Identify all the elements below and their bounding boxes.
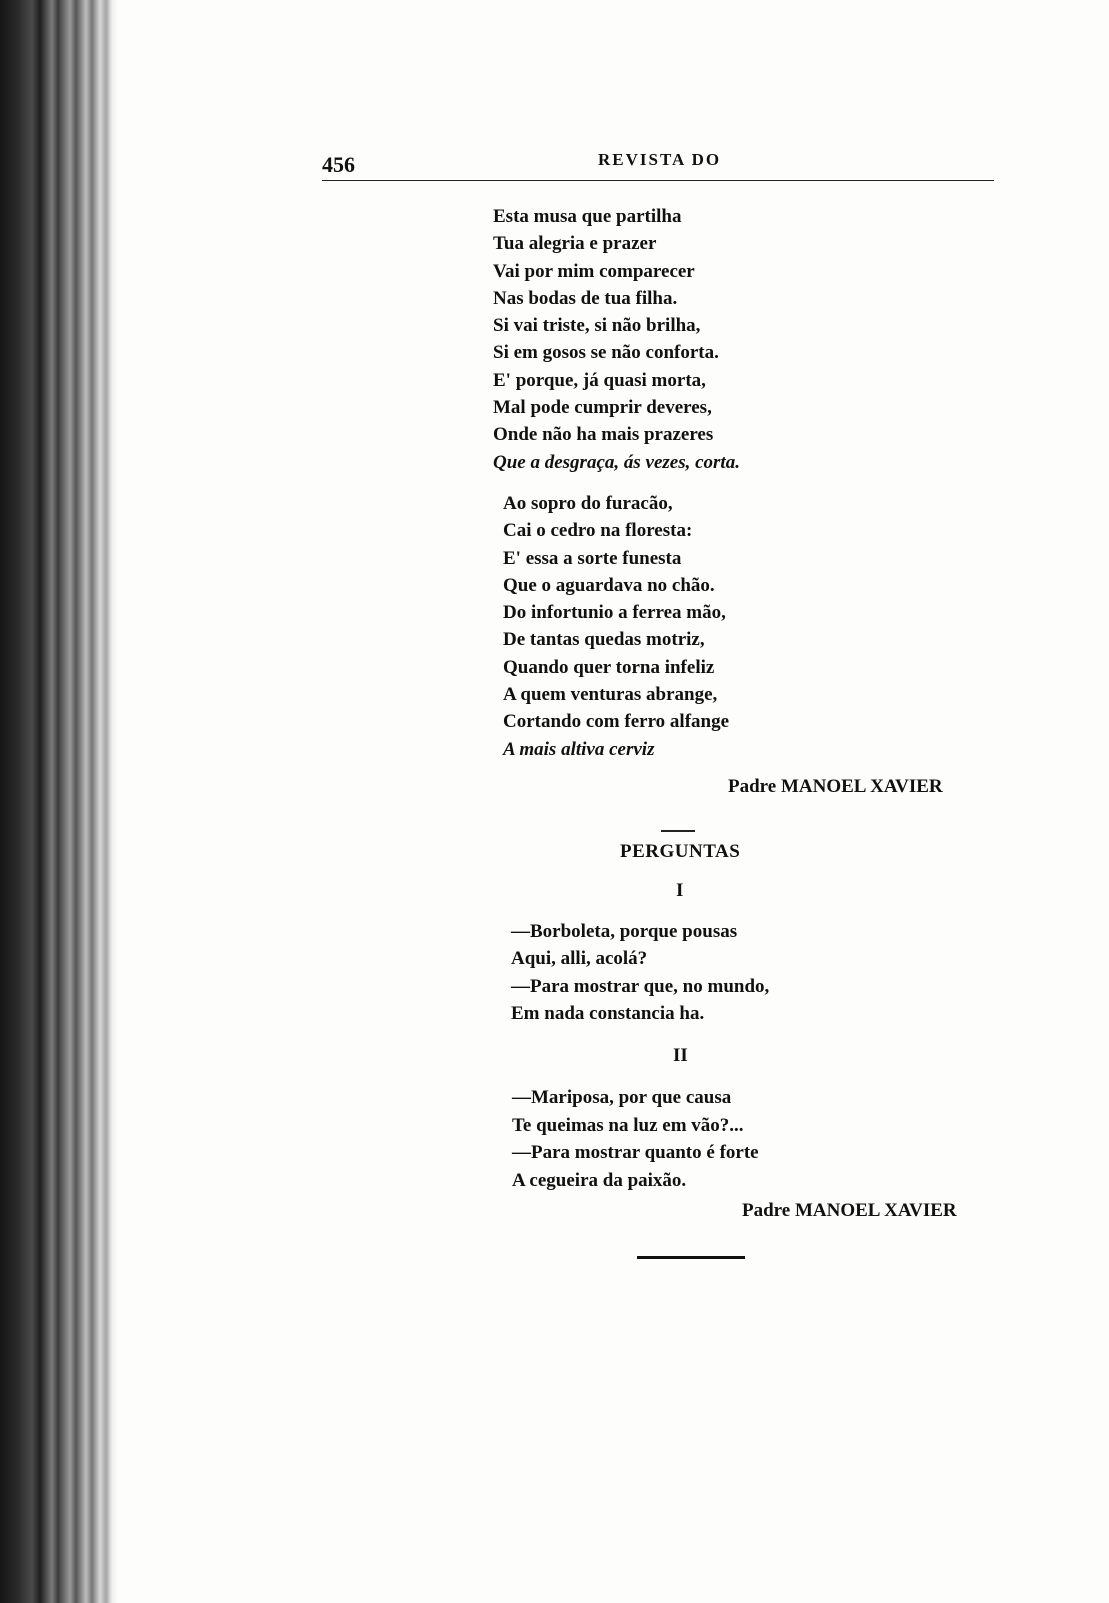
- running-head: REVISTA DO: [598, 150, 722, 169]
- verse-line: Cortando com ferro alfange: [503, 711, 730, 733]
- verse-line: Si em gosos se não conforta.: [493, 342, 719, 364]
- verse-line: A quem venturas abrange,: [503, 684, 718, 706]
- poem-2-title: PERGUNTAS: [620, 841, 741, 862]
- verse-line: Em nada constancia ha.: [511, 1002, 705, 1024]
- verse-line: Aqui, alli, acolá?: [511, 948, 648, 970]
- section-divider: [661, 830, 695, 832]
- verse-line: E' porque, já quasi morta,: [493, 369, 706, 391]
- verse-line: E' essa a sorte funesta: [503, 547, 682, 569]
- verse-line: Que o aguardava no chão.: [503, 574, 715, 596]
- part-numeral-2: II: [673, 1045, 688, 1066]
- poem-2-signature: Padre MANOEL XAVIER: [742, 1200, 957, 1221]
- verse-line: Quando quer torna infeliz: [503, 656, 715, 678]
- verse-line: Vai por mim comparecer: [493, 260, 695, 282]
- verse-line: Nas bodas de tua filha.: [493, 287, 678, 309]
- verse-line: Ao sopro do furacão,: [503, 493, 673, 514]
- poem-stanza-2: [503, 490, 729, 763]
- verse-line-italic: A mais altiva cerviz: [503, 738, 655, 760]
- poem-stanza-1: [493, 203, 740, 476]
- verse-line: Do infortunio a ferrea mão,: [503, 602, 726, 624]
- verse-line: Onde não ha mais prazeres: [493, 424, 714, 446]
- verse-line: Mal pode cumprir deveres,: [493, 397, 712, 419]
- verse-line: —Mariposa, por que causa: [512, 1087, 732, 1108]
- page-number: 456: [322, 152, 355, 177]
- verse-line: Si vai triste, si não brilha,: [493, 315, 701, 337]
- verse-line: Cai o cedro na floresta:: [503, 520, 693, 542]
- end-rule: [637, 1256, 745, 1259]
- verse-line: —Para mostrar quanto é forte: [512, 1142, 759, 1163]
- header-rule: [322, 180, 994, 181]
- poem-2-part-1: [511, 918, 769, 1027]
- verse-line: Tua alegria e prazer: [493, 233, 657, 255]
- verse-line-italic: Que a desgraça, ás vezes, corta.: [493, 451, 740, 473]
- part-numeral-1: I: [676, 880, 684, 901]
- verse-line: —Para mostrar que, no mundo,: [511, 975, 770, 997]
- poem-2-part-2: [512, 1084, 759, 1194]
- verse-line: De tantas quedas motriz,: [503, 629, 705, 651]
- poem-1-signature: Padre MANOEL XAVIER: [728, 776, 943, 797]
- verse-line: Esta musa que partilha: [493, 206, 682, 227]
- verse-line: A cegueira da paixão.: [512, 1169, 687, 1191]
- verse-line: —Borboleta, porque pousas: [511, 921, 738, 942]
- verse-line: Te queimas na luz em vão?...: [512, 1114, 744, 1136]
